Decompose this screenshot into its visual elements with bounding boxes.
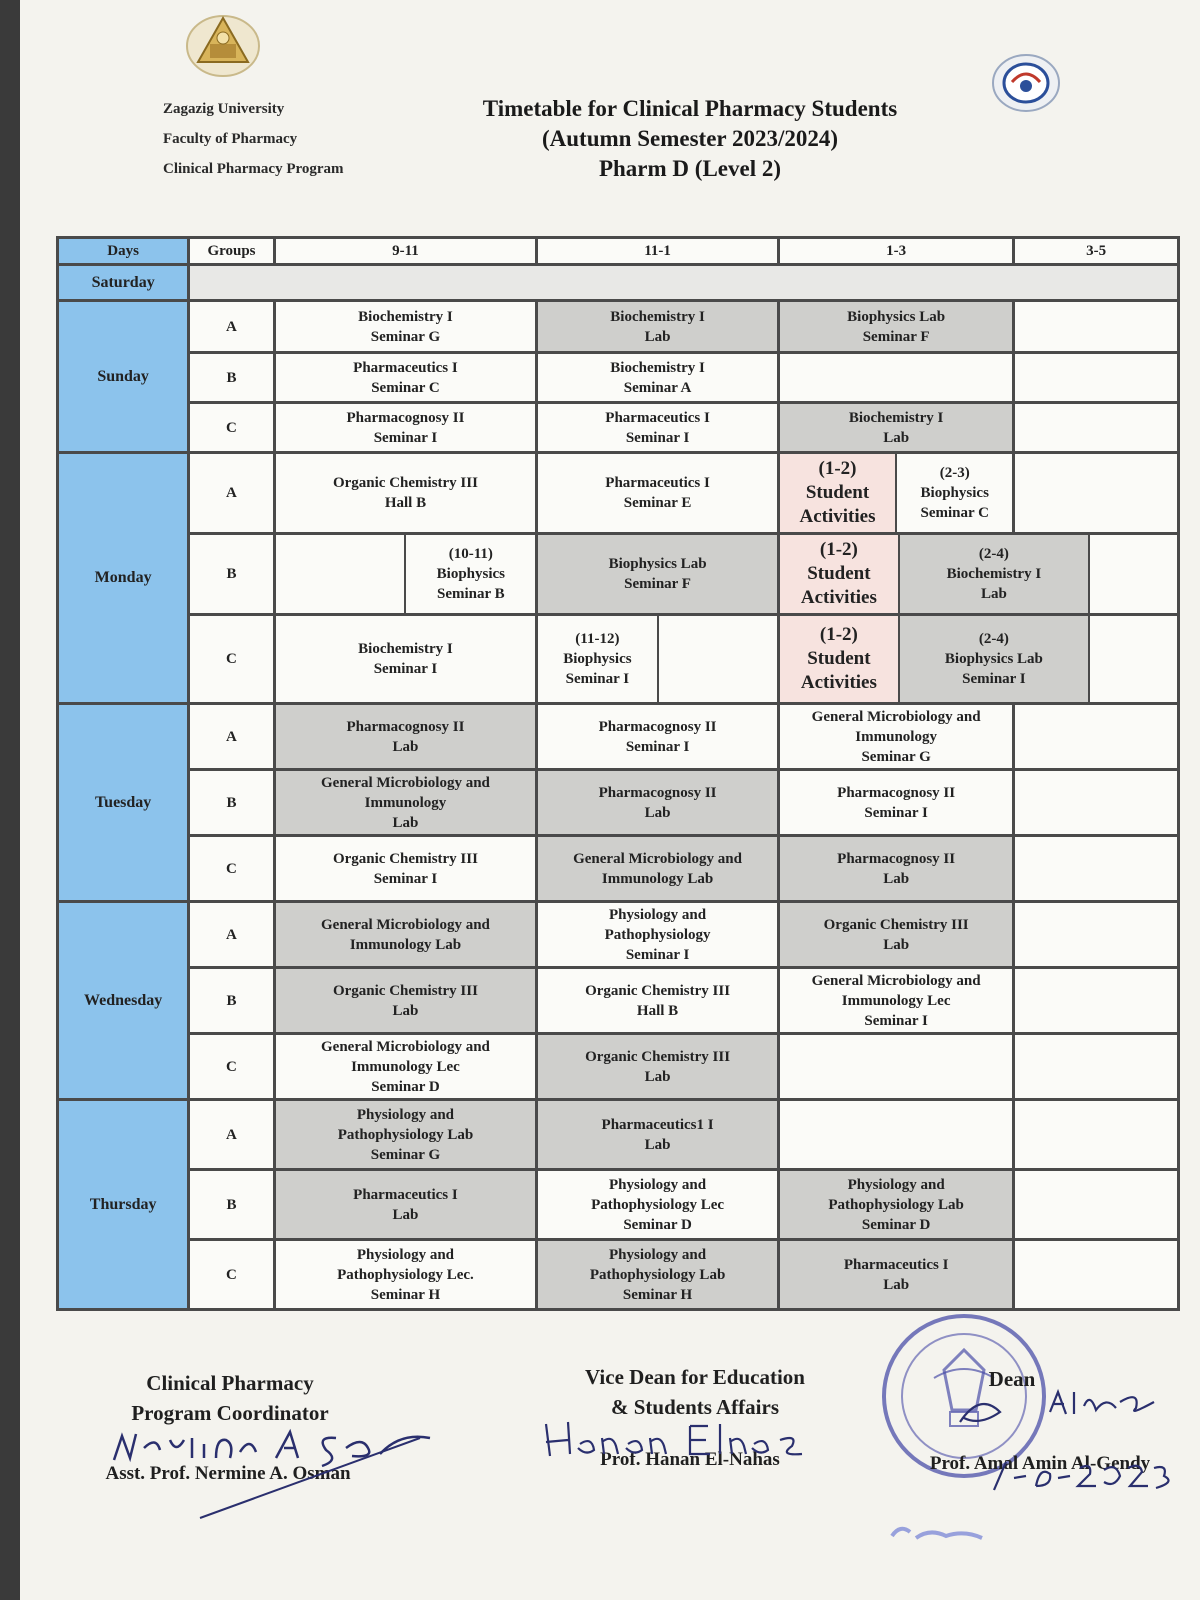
student-activities-cell: (1-2) Student Activities: [780, 535, 900, 613]
table-row: [58, 1170, 1179, 1240]
days-header: Days: [58, 238, 189, 265]
class-cell: General Microbiology and Immunology Lec Seminar I: [778, 968, 1013, 1034]
vice-dean-name: Prof. Hanan El-Nahas: [600, 1449, 780, 1470]
document-title: [445, 94, 935, 184]
student-activities-cell: (1-2) Student Activities: [780, 616, 900, 702]
vice-dean-signature-block: [545, 1362, 845, 1422]
class-cell: General Microbiology and Immunology Lab: [274, 902, 537, 968]
class-cell: (2-3) Biophysics Seminar C: [897, 454, 1012, 532]
class-cell: Biochemistry I Seminar I: [274, 615, 537, 704]
groups-header: Groups: [189, 238, 274, 265]
dean-role: Dean: [988, 1367, 1036, 1391]
empty-cell: [1014, 1170, 1179, 1240]
class-cell: Organic Chemistry III Seminar I: [274, 836, 537, 902]
class-cell: Organic Chemistry III Lab: [537, 1034, 779, 1100]
class-cell: Pharmacognosy II Lab: [537, 770, 779, 836]
group-label: A: [189, 301, 274, 353]
class-cell: Pharmaceutics I Seminar E: [537, 453, 779, 534]
class-cell: Pharmaceutics I Lab: [274, 1170, 537, 1240]
split-cell: [274, 534, 537, 615]
class-cell: Pharmacognosy II Lab: [274, 704, 537, 770]
group-label: A: [189, 1100, 274, 1170]
faculty-name: Faculty of Pharmacy: [163, 131, 298, 147]
class-cell: Organic Chemistry III Hall B: [274, 453, 537, 534]
group-label: C: [189, 615, 274, 704]
split-cell: [537, 615, 779, 704]
coordinator-handwritten-signature: [100, 1418, 440, 1528]
class-cell: Pharmacognosy II Seminar I: [274, 403, 537, 453]
group-label: A: [189, 704, 274, 770]
class-cell: General Microbiology and Immunology Lab: [537, 836, 779, 902]
group-label: A: [189, 453, 274, 534]
empty-cell: [778, 1100, 1013, 1170]
class-cell: Physiology and Pathophysiology Lab Seminar D: [778, 1170, 1013, 1240]
table-row: [58, 534, 1179, 615]
group-label: B: [189, 534, 274, 615]
group-label: A: [189, 902, 274, 968]
stamp-smudge: [886, 1518, 996, 1558]
faculty-of-pharmacy-logo: [990, 52, 1062, 114]
class-cell: (2-4) Biophysics Lab Seminar I: [900, 616, 1090, 702]
program-name: Clinical Pharmacy Program: [163, 161, 344, 177]
group-label: B: [189, 1170, 274, 1240]
split-cell: [778, 453, 1013, 534]
class-cell: Physiology and Pathophysiology Lab Seminar H: [537, 1240, 779, 1310]
table-row: [58, 704, 1179, 770]
vice-dean-role-line-1: Vice Dean for Education: [585, 1365, 805, 1389]
empty-cell: [1014, 301, 1179, 353]
class-cell: Biochemistry I Seminar A: [537, 353, 779, 403]
split-cell: [778, 615, 1178, 704]
class-cell: General Microbiology and Immunology Lab: [274, 770, 537, 836]
empty-cell: [1014, 770, 1179, 836]
table-row: [58, 353, 1179, 403]
class-cell: Organic Chemistry III Hall B: [537, 968, 779, 1034]
class-cell: Pharmaceutics I Seminar C: [274, 353, 537, 403]
class-cell: Biochemistry I Lab: [778, 403, 1013, 453]
class-cell: Physiology and Pathophysiology Lec. Seminar H: [274, 1240, 537, 1310]
class-cell: Pharmacognosy II Seminar I: [778, 770, 1013, 836]
empty-cell: [778, 1034, 1013, 1100]
table-row: [58, 1034, 1179, 1100]
title-line-1: Timetable for Clinical Pharmacy Students: [482, 96, 898, 121]
class-cell: Biophysics Lab Seminar F: [537, 534, 779, 615]
dean-name: Prof. Amal Amin Al-Gendy: [929, 1453, 1151, 1474]
table-row: [58, 1100, 1179, 1170]
empty-cell: [1014, 1240, 1179, 1310]
table-row: [58, 453, 1179, 534]
student-activities-cell: (1-2) Student Activities: [780, 454, 897, 532]
slot-header-9-11: 9-11: [274, 238, 537, 265]
class-cell: (2-4) Biochemistry I Lab: [900, 535, 1090, 613]
document-page: [20, 0, 1200, 1600]
day-monday: Monday: [58, 453, 189, 704]
empty-cell: [1014, 353, 1179, 403]
dean-handwritten-signature: [940, 1382, 1180, 1502]
empty-cell: [1014, 902, 1179, 968]
coordinator-name: Asst. Prof. Nermine A. Osman: [105, 1463, 351, 1484]
table-row: [58, 1240, 1179, 1310]
class-cell: Pharmaceutics I Seminar I: [537, 403, 779, 453]
coordinator-role-line-1: Clinical Pharmacy: [146, 1371, 314, 1395]
class-cell: Pharmacognosy II Seminar I: [537, 704, 779, 770]
zagazig-university-logo: [184, 10, 262, 78]
header-row: [58, 238, 1179, 265]
empty-cell: [1014, 453, 1179, 534]
group-label: B: [189, 770, 274, 836]
coordinator-role-line-2: Program Coordinator: [131, 1401, 329, 1425]
table-row: [58, 902, 1179, 968]
timetable: [56, 236, 1180, 1311]
slot-header-11-1: 11-1: [537, 238, 779, 265]
group-label: C: [189, 1240, 274, 1310]
split-cell: [778, 534, 1178, 615]
vice-dean-handwritten-signature: [540, 1416, 810, 1466]
class-cell: Organic Chemistry III Lab: [274, 968, 537, 1034]
table-row: [58, 403, 1179, 453]
class-cell: Pharmacognosy II Lab: [778, 836, 1013, 902]
day-thursday: Thursday: [58, 1100, 189, 1310]
table-row: [58, 615, 1179, 704]
class-cell: Biochemistry I Lab: [537, 301, 779, 353]
class-cell: General Microbiology and Immunology Lec Seminar D: [274, 1034, 537, 1100]
class-cell: Organic Chemistry III Lab: [778, 902, 1013, 968]
day-sunday: Sunday: [58, 301, 189, 453]
empty-cell: [659, 616, 777, 702]
group-label: C: [189, 1034, 274, 1100]
empty-cell: [1014, 836, 1179, 902]
slot-header-3-5: 3-5: [1014, 238, 1179, 265]
empty-cell: [1090, 535, 1177, 613]
day-saturday: Saturday: [58, 265, 189, 301]
group-label: C: [189, 836, 274, 902]
institution-block: [163, 94, 344, 184]
class-cell: Physiology and Pathophysiology Lab Seminar G: [274, 1100, 537, 1170]
table-row: [58, 836, 1179, 902]
table-row: [58, 968, 1179, 1034]
empty-cell: [1014, 968, 1179, 1034]
class-cell: Biochemistry I Seminar G: [274, 301, 537, 353]
class-cell: (11-12) Biophysics Seminar I: [538, 616, 658, 702]
empty-cell: [778, 353, 1013, 403]
day-tuesday: Tuesday: [58, 704, 189, 902]
empty-cell: [1014, 403, 1179, 453]
day-wednesday: Wednesday: [58, 902, 189, 1100]
saturday-empty: [189, 265, 1179, 301]
class-cell: (10-11) Biophysics Seminar B: [406, 535, 535, 613]
group-label: B: [189, 968, 274, 1034]
slot-header-1-3: 1-3: [778, 238, 1013, 265]
class-cell: Physiology and Pathophysiology Lec Seminar D: [537, 1170, 779, 1240]
table-row: [58, 770, 1179, 836]
empty-cell: [1014, 1100, 1179, 1170]
class-cell: Pharmaceutics1 I Lab: [537, 1100, 779, 1170]
empty-cell: [1014, 704, 1179, 770]
title-line-2: (Autumn Semester 2023/2024): [542, 126, 838, 151]
title-line-3: Pharm D (Level 2): [598, 156, 782, 181]
university-name: Zagazig University: [163, 101, 285, 117]
empty-cell: [276, 535, 407, 613]
class-cell: Pharmaceutics I Lab: [778, 1240, 1013, 1310]
empty-cell: [1090, 616, 1177, 702]
table-row: [58, 301, 1179, 353]
class-cell: Physiology and Pathophysiology Seminar I: [537, 902, 779, 968]
vice-dean-role-line-2: & Students Affairs: [610, 1395, 779, 1419]
class-cell: Biophysics Lab Seminar F: [778, 301, 1013, 353]
group-label: B: [189, 353, 274, 403]
class-cell: General Microbiology and Immunology Seminar G: [778, 704, 1013, 770]
group-label: C: [189, 403, 274, 453]
saturday-row: [58, 265, 1179, 301]
empty-cell: [1014, 1034, 1179, 1100]
